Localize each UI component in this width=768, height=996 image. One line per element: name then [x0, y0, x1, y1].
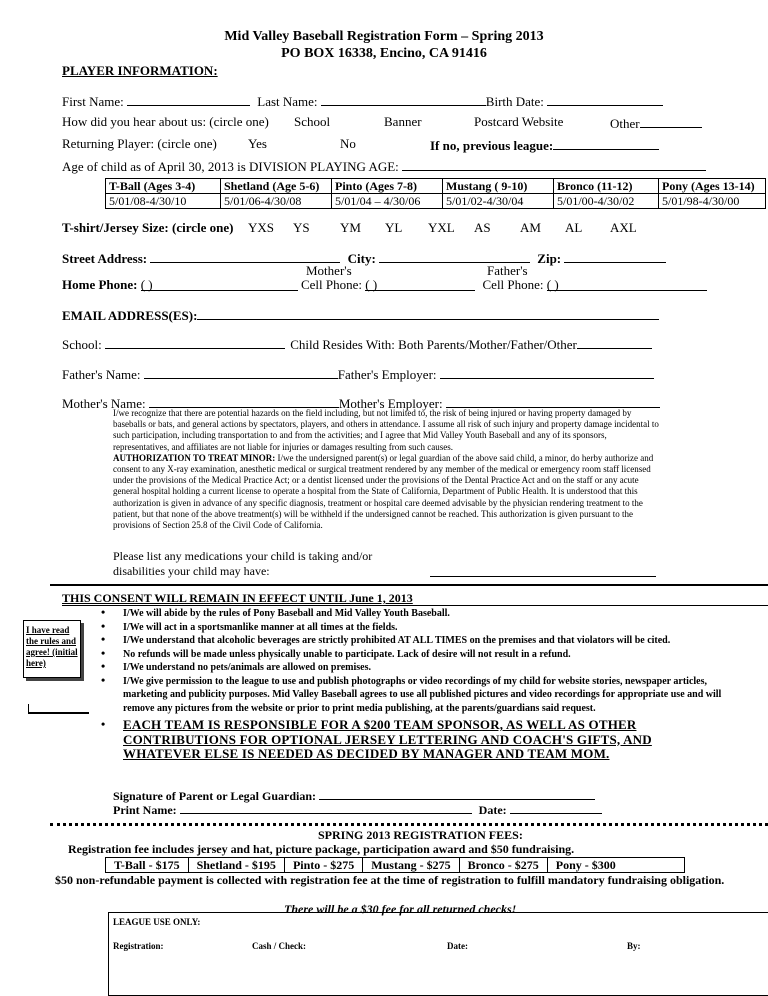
division-pinto-dates: 5/01/04 – 4/30/06 [332, 194, 443, 209]
mother-name-field[interactable] [149, 394, 339, 408]
section-divider [50, 584, 768, 586]
league-by-label: By: [627, 941, 641, 951]
fees-divider [50, 823, 768, 826]
fee-shetland: Shetland - $195 [188, 858, 284, 873]
division-mustang-dates: 5/01/02-4/30/04 [443, 194, 554, 209]
fees-heading: SPRING 2013 REGISTRATION FEES: [318, 828, 523, 842]
hear-option-other [610, 114, 702, 132]
father-employer-label: Father's Employer: [337, 367, 437, 382]
mother-cell-area-code: ( ) [365, 277, 378, 292]
street-address-row [62, 249, 666, 267]
medications-line-2: disabilities your child may have: [113, 564, 270, 578]
division-table [105, 178, 766, 209]
signature-field[interactable] [319, 786, 595, 800]
medications-field-wrap [430, 563, 656, 582]
father-name-label: Father's Name: [62, 367, 141, 382]
size-option-yxs[interactable]: YXS [248, 220, 275, 235]
size-option-al[interactable]: AL [565, 220, 583, 235]
league-registration-label: Registration: [113, 941, 164, 951]
fee-mustang: Mustang - $275 [363, 858, 459, 873]
fees-includes: Registration fee includes jersey and hat, picture package, participation award and $50 fundraising. [68, 842, 575, 856]
father-cell-field[interactable] [547, 277, 707, 291]
division-names-row [106, 179, 766, 194]
mothers-label: Mother's [306, 263, 352, 278]
division-tball-dates: 5/01/08-4/30/10 [106, 194, 221, 209]
list-item: • I/We give permission to the league to use and publish photographs or video recordings of my child for website stories, newspaper articles, marketing and publicity purposes. Mid Valley Baseball agrees to use all published pictures and video recordings for appropriate use and will remove any pictures from the website or prior to print media publishing, at the parents/guardians said request. [95, 675, 725, 716]
division-tball[interactable]: T-Ball (Ages 3-4) [106, 179, 221, 194]
date-label: Date: [478, 803, 507, 817]
list-item: • I/We will act in a sportsmanlike manner at all times at the fields. [95, 621, 725, 635]
hear-option-other-label[interactable]: Other [610, 116, 640, 131]
hear-about-label: How did you hear about us: (circle one) [62, 114, 269, 129]
zip-field[interactable] [564, 249, 666, 263]
authorization-heading: AUTHORIZATION TO TREAT MINOR: [113, 452, 276, 463]
rules-list [95, 607, 725, 762]
division-bronco-dates: 5/01/00-4/30/02 [554, 194, 659, 209]
age-division-field[interactable] [402, 157, 706, 171]
school-row [62, 335, 652, 353]
email-label: EMAIL ADDRESS(ES): [62, 308, 198, 323]
zip-label: Zip: [537, 251, 562, 266]
first-name-row [62, 92, 663, 110]
previous-league-label: If no, previous league: [430, 138, 554, 153]
birth-date-field[interactable] [547, 92, 663, 106]
size-option-yxl[interactable]: YXL [428, 220, 455, 235]
division-shetland-dates: 5/01/06-4/30/08 [221, 194, 332, 209]
resides-field[interactable] [577, 335, 652, 349]
sponsor-notice: • EACH TEAM IS RESPONSIBLE FOR A $200 TEAM SPONSOR, AS WELL AS OTHER CONTRIBUTIONS FOR OPTIONAL JERSEY LETTERING AND COACH'S GIFTS, AND WHATEVER ELSE IS NEEDED AS DECIDED BY MANAGER AND TEAM MOM. [95, 718, 725, 762]
division-mustang[interactable]: Mustang ( 9-10) [443, 179, 554, 194]
size-option-am[interactable]: AM [520, 220, 541, 235]
first-name-field[interactable] [127, 92, 250, 106]
father-row [62, 365, 654, 383]
hear-option-banner[interactable]: Banner [384, 114, 422, 129]
mother-employer-label: Mother's Employer: [338, 396, 443, 411]
shirt-size-label: T-shirt/Jersey Size: (circle one) [62, 220, 234, 235]
previous-league-field[interactable] [553, 136, 659, 150]
authorization-text: I/we the undersigned parent(s) or legal guardian of the above said child, a minor, do herby authorize and consent to any X-ray examination, anesthetic medical or surgical treatment rendered by any member of the medical or emergency room staff licensed under the provisions of the Medical Practice Act; or a dentist licensed under the provisions of the Dental Practice Act and on the staff or any acute general hospital holding a current license to operate a hospital from the State of California, Department of Public Health. It is understood that this authorization is given in advance of any specific diagnosis, treatment or hospital care deemed advisable by the physician rendering treatment to the patient, but that none of the above treatment(s) will be withheld if the undersigned cannot be reached. This authorization is given pursuant to the provisions of Section 25.8 of the Civil Code of California. [113, 452, 654, 531]
mother-cell-label: Cell Phone: [300, 277, 362, 292]
fee-pinto: Pinto - $275 [284, 858, 362, 873]
fathers-label: Father's [487, 263, 528, 278]
league-cash-check-label: Cash / Check: [252, 941, 307, 951]
email-field[interactable] [197, 306, 659, 320]
first-name-label: First Name: [62, 94, 124, 109]
division-pinto[interactable]: Pinto (Ages 7-8) [332, 179, 443, 194]
division-pony[interactable]: Pony (Ages 13-14) [659, 179, 766, 194]
mother-name-label: Mother's Name: [62, 396, 146, 411]
list-item: • I/We will abide by the rules of Pony Baseball and Mid Valley Youth Baseball. [95, 607, 725, 621]
mother-employer-field[interactable] [446, 394, 660, 408]
league-date-label: Date: [447, 941, 468, 951]
fee-bronco: Bronco - $275 [459, 858, 547, 873]
print-name-label: Print Name: [113, 803, 177, 817]
form-title: Mid Valley Baseball Registration Form – Spring 2013 [224, 29, 544, 44]
home-phone-label: Home Phone: [62, 277, 138, 292]
initial-here-box[interactable]: I have read the rules and agree! (initial here) [23, 620, 81, 678]
city-label: City: [347, 251, 376, 266]
division-shetland[interactable]: Shetland (Age 5-6) [221, 179, 332, 194]
date-field[interactable] [510, 800, 602, 814]
fees-table [105, 857, 685, 873]
initial-line [28, 704, 89, 714]
print-name-field[interactable] [180, 800, 472, 814]
medications-line-1: Please list any medications your child is taking and/or [113, 549, 373, 563]
size-option-as[interactable]: AS [474, 220, 491, 235]
school-field[interactable] [105, 335, 285, 349]
division-bronco[interactable]: Bronco (11-12) [554, 179, 659, 194]
returning-yes-option[interactable]: Yes [248, 136, 267, 151]
home-phone-field[interactable] [141, 277, 298, 291]
fee-pony: Pony - $300 [547, 858, 684, 873]
returning-no-option[interactable]: No [340, 136, 356, 151]
form-address: PO BOX 16338, Encino, CA 91416 [281, 46, 487, 61]
hear-option-postcard-website[interactable]: Postcard Website [474, 114, 564, 129]
age-division-row [62, 157, 706, 175]
fees-row [106, 858, 685, 873]
list-item: • I/We understand that alcoholic beverages are strictly prohibited AT ALL TIMES on the premises and that violators will be cited. [95, 634, 725, 648]
email-row [62, 306, 659, 324]
home-phone-area-code: ( ) [140, 277, 153, 292]
list-item: • No refunds will be made unless physically unable to participate. Lack of desire will not result in a refund. [95, 648, 725, 662]
legal-text [113, 408, 661, 531]
consent-heading: THIS CONSENT WILL REMAIN IN EFFECT UNTIL June 1, 2013 [62, 591, 413, 605]
street-address-label: Street Address: [62, 251, 148, 266]
size-option-ys[interactable]: YS [293, 220, 310, 235]
returning-player-label: Returning Player: (circle one) [62, 136, 217, 151]
nonrefundable-notice: $50 non-refundable payment is collected with registration fee at the time of registration to fulfill mandatory fundraising obligation. [55, 873, 725, 887]
age-division-label: Age of child as of April 30, 2013 is DIVISION PLAYING AGE: [62, 159, 399, 174]
fee-tball: T-Ball - $175 [106, 858, 189, 873]
father-cell-label: Cell Phone: [482, 277, 544, 292]
previous-league-row [430, 136, 659, 154]
street-address-field[interactable] [150, 249, 340, 263]
section-player-information: PLAYER INFORMATION: [62, 63, 218, 78]
print-name-row [113, 800, 602, 818]
resides-label: Child Resides With: Both Parents/Mother/Father/Other [290, 337, 577, 352]
list-item: • I/We understand no pets/animals are allowed on premises. [95, 661, 725, 675]
division-pony-dates: 5/01/98-4/30/00 [659, 194, 766, 209]
last-name-label: Last Name: [257, 94, 318, 109]
city-field[interactable] [379, 249, 530, 263]
hear-other-field[interactable] [640, 114, 702, 128]
phone-row [62, 277, 707, 293]
birth-date-label: Birth Date: [485, 94, 544, 109]
father-cell-area-code: ( ) [546, 277, 559, 292]
size-option-yl[interactable]: YL [385, 220, 403, 235]
league-use-box [108, 912, 768, 996]
last-name-field[interactable] [321, 92, 486, 106]
waiver-text: I/we recognize that there are potential hazards on the field including, but not limited to, the risk of being injured or having property damaged by baseballs or bats, and general actions by spectators, players, and others in attendance. I assume all risk of such injury and property damage incidental to such participation, including transportation to and from the activities; and I agree that Mid Valley Youth Baseball and any of its sponsors, representatives, and affiliates are not liable for injuries or damages resulting from such causes. [113, 408, 659, 452]
school-label: School: [62, 337, 102, 352]
signature-label: Signature of Parent or Legal Guardian: [113, 789, 317, 803]
league-use-heading: LEAGUE USE ONLY: [113, 917, 201, 927]
father-employer-field[interactable] [440, 365, 654, 379]
division-dates-row [106, 194, 766, 209]
size-option-ym[interactable]: YM [340, 220, 361, 235]
consent-underline [62, 605, 768, 606]
mother-cell-field[interactable] [365, 277, 475, 291]
size-option-axl[interactable]: AXL [610, 220, 637, 235]
medications-field[interactable] [430, 563, 656, 577]
returned-checks-notice: There will be a $30 fee for all returned checks! [284, 902, 517, 916]
father-name-field[interactable] [144, 365, 338, 379]
hear-option-school[interactable]: School [294, 114, 331, 129]
